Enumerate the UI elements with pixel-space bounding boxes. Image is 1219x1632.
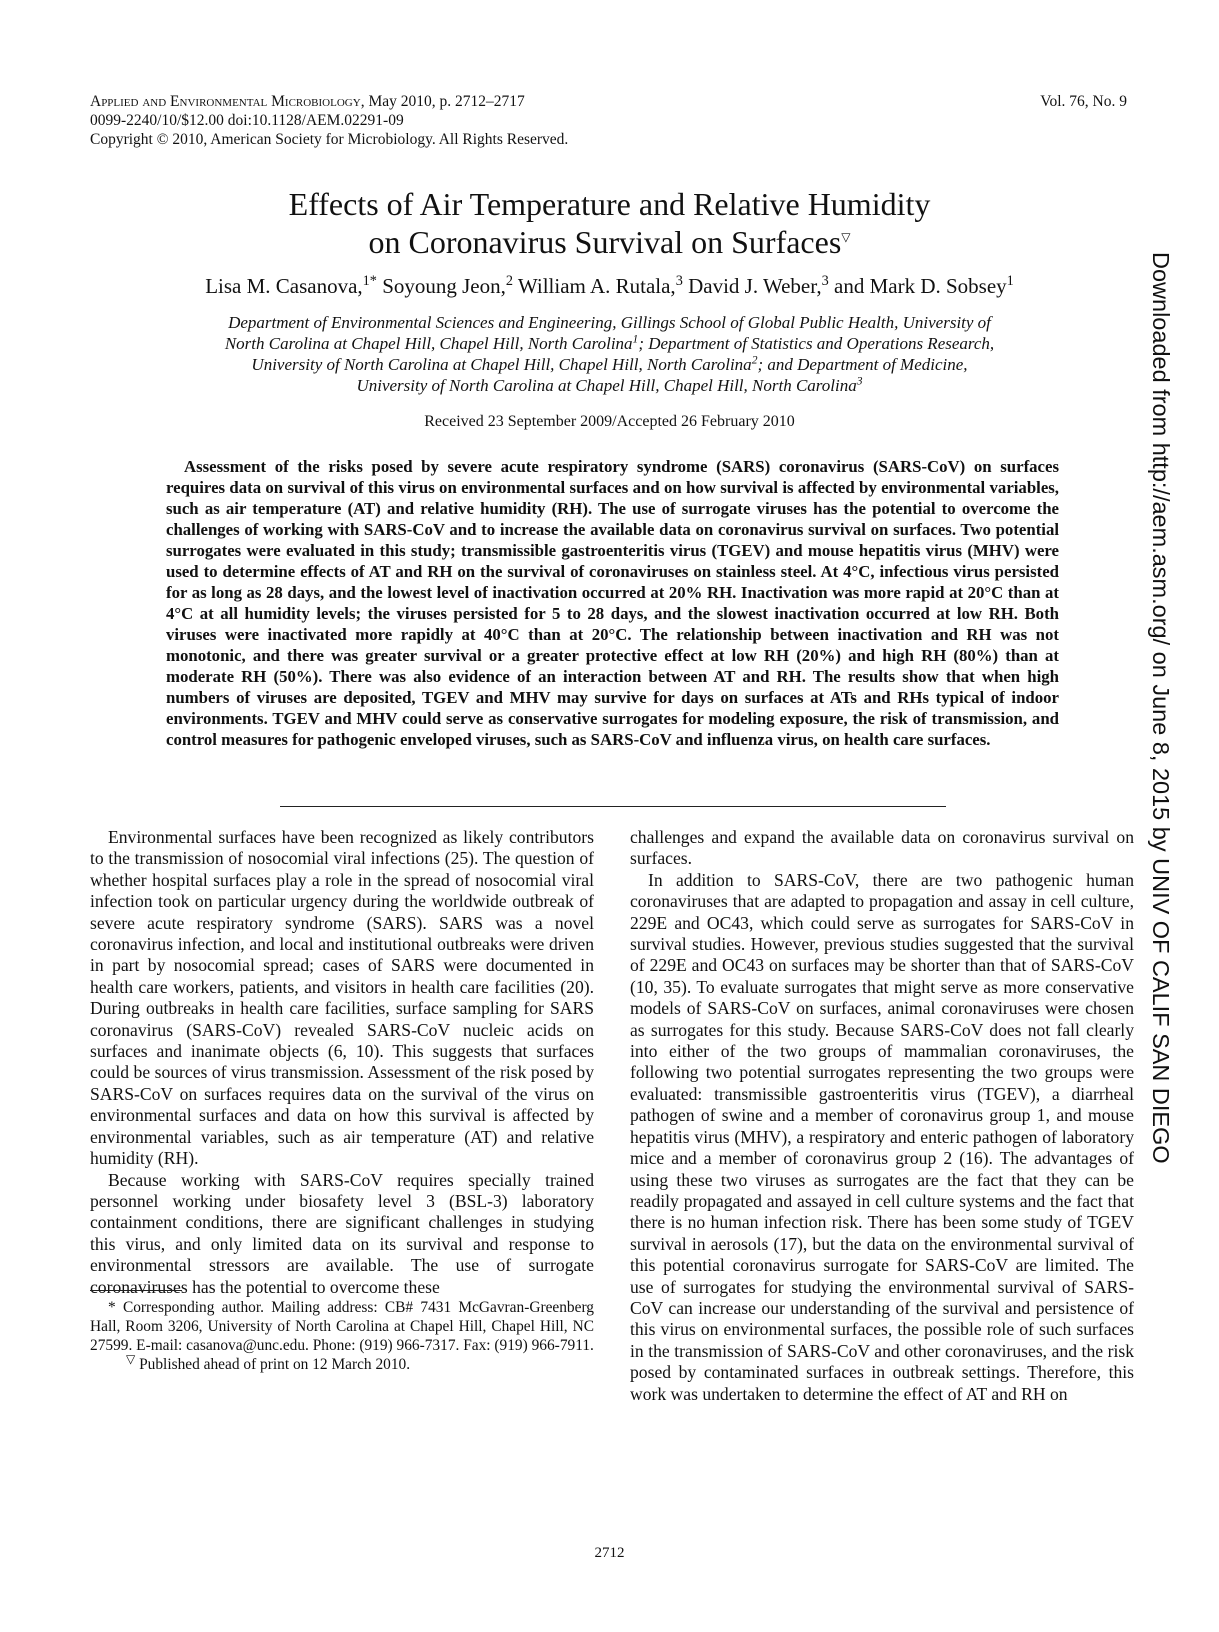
body-paragraph: Because working with SARS-CoV requires specially trained personnel working under biosafety level 3 (BSL-3) laboratory containment conditions, there are significant challenges in studying this virus, and only limited data on its survival and response to environmental stressors are available. The use of surrogate coronaviruses has the potential to overcome these (90, 1169, 594, 1297)
left-column (90, 827, 594, 1298)
author: William A. Rutala, (513, 274, 676, 298)
body-paragraph: Environmental surfaces have been recognized as likely contributors to the transmission of nosocomial viral infections (25). The question of whether hospital surfaces play a role in the spread of nosocomial viral infection took on particular urgency during the worldwide outbreak of severe acute respiratory syndrome (SARS). SARS was a novel coronavirus infection, and local and institutional outbreaks were driven in part by nosocomial spread; cases of SARS were documented in health care workers, patients, and visitors in health care facilities (20). During outbreaks in health care facilities, surface sampling for SARS coronavirus (SARS-CoV) revealed SARS-CoV nucleic acids on surfaces and inanimate objects (6, 10). This suggests that surfaces could be sources of virus transmission. Assessment of the risk posed by SARS-CoV on surfaces requires data on the survival of the virus on environmental surfaces and data on how this survival is affected by environmental variables, such as air temperature (AT) and relative humidity (RH). (90, 827, 594, 1169)
corresponding-author-footnote (90, 1298, 594, 1355)
title-line-2: on Coronavirus Survival on Surfaces▽ (368, 224, 851, 260)
affiliation-marker: 3 (856, 374, 863, 388)
article-title (0, 185, 1219, 261)
affiliation-text: ; Department of Statistics and Operations Research, (638, 334, 995, 353)
author-affiliation-marker: 1 (1006, 273, 1014, 289)
footnote-divider (90, 1290, 182, 1291)
issue-date-pages: , May 2010, p. 2712–2717 (360, 93, 525, 110)
affiliation-line (100, 375, 1119, 396)
running-header (90, 92, 568, 149)
affiliation-line (100, 333, 1119, 354)
issn-doi: 0099-2240/10/$12.00 doi:10.1128/AEM.02291-09 (90, 112, 404, 129)
affiliation-text: University of North Carolina at Chapel Hill, Chapel Hill, North Carolina (356, 376, 857, 395)
affiliation-line (100, 354, 1119, 375)
author: Lisa M. Casanova, (205, 274, 363, 298)
volume-info: Vol. 76, No. 9 (1040, 93, 1127, 110)
body-paragraph: In addition to SARS-CoV, there are two pathogenic human coronaviruses that are adapted to propagation and assay in cell culture, 229E and OC43, which could serve as surrogates for SARS-CoV in survival studies. However, previous studies suggested that the survival of 229E and OC43 on surfaces may be shorter than that of SARS-CoV (10, 35). To evaluate surrogates that might serve as more conservative models of SARS-CoV on surfaces, animal coronaviruses were chosen as surrogates for this study. Because SARS-CoV does not fall clearly into either of the two groups of mammalian coronaviruses, the following two potential surrogates representing the two groups were evaluated: transmissible gastroenteritis virus (TGEV), a diarrheal pathogen of swine and a member of coronavirus group 1, and mouse hepatitis virus (MHV), a respiratory and enteric pathogen of laboratory mice and a member of coronavirus group 2 (16). The advantages of using these two viruses as surrogates are the fact that they can be readily propagated and assayed in cell culture systems and the fact that there is no human infection risk. There has been some study of TGEV survival in aerosols (17), but the data on the environmental survival of this potential coronavirus surrogate for SARS-CoV are limited. The use of surrogates for studying the environmental survival of SARS-CoV can increase our understanding of the survival and persistence of this virus on environmental surfaces, the possible role of such surfaces in the transmission of SARS-CoV and other coronaviruses, and the risk posed by contaminated surfaces in outbreak settings. Therefore, this work was undertaken to determine the effect of AT and RH on (630, 869, 1134, 1404)
page-number: 2712 (594, 1545, 625, 1561)
copyright-line: Copyright © 2010, American Society for Microbiology. All Rights Reserved. (90, 131, 569, 148)
author-affiliation-marker: 1* (362, 273, 377, 289)
affiliation-text: North Carolina at Chapel Hill, Chapel Hill, North Carolina (224, 334, 633, 353)
body-paragraph: challenges and expand the available data on coronavirus survival on surfaces. (630, 827, 1134, 869)
affiliation-text: University of North Carolina at Chapel Hill, Chapel Hill, North Carolina (251, 355, 752, 374)
published-ahead-footnote: ▽ Published ahead of print on 12 March 2010. (126, 1351, 411, 1373)
affiliation-marker: 1 (632, 332, 639, 346)
author-affiliation-marker: 2 (505, 273, 514, 289)
affiliation-line: Department of Environmental Sciences and Engineering, Gillings School of Global Public Health, University of (228, 313, 991, 332)
journal-name: Applied and Environmental Microbiology (90, 93, 361, 110)
abstract: Assessment of the risks posed by severe acute respiratory syndrome (SARS) coronavirus (SARS-CoV) on surfaces requires data on survival of this virus on environmental surfaces and on how survival is affected by environmental variables, such as air temperature (AT) and relative humidity (RH). The use of surrogate viruses has the potential to overcome the challenges of working with SARS-CoV and to increase the available data on coronavirus survival on surfaces. Two potential surrogates were evaluated in this study; transmissible gastroenteritis virus (TGEV) and mouse hepatitis virus (MHV) were used to determine effects of AT and RH on the survival of coronaviruses on stainless steel. At 4°C, infectious virus persisted for as long as 28 days, and the lowest level of inactivation occurred at 20% RH. Inactivation was more rapid at 20°C than at 4°C at all humidity levels; the viruses persisted for 5 to 28 days, and the slowest inactivation occurred at low RH. Both viruses were inactivated more rapidly at 40°C than at 20°C. The relationship between inactivation and RH was not monotonic, and there was greater survival or a greater protective effect at low RH (20%) and high RH (80%) than at moderate RH (50%). There was also evidence of an interaction between AT and RH. The results show that when high numbers of viruses are deposited, TGEV and MHV may survive for days on surfaces at ATs and RHs typical of indoor environments. TGEV and MHV could serve as conservative surrogates for modeling exposure, the risk of transmission, and control measures for pathogenic enveloped viruses, such as SARS-CoV and influenza virus, on health care surfaces. (166, 457, 1059, 749)
right-column (630, 827, 1134, 1405)
author: and Mark D. Sobsey (828, 274, 1007, 298)
download-watermark: Downloaded from http://aem.asm.org/ on June 8, 2015 by UNIV OF CALIF SAN DIEGO (1148, 252, 1174, 1164)
footnote-star-marker: * (108, 1299, 116, 1316)
author-affiliation-marker: 3 (675, 273, 683, 289)
affiliation-marker: 2 (751, 353, 758, 367)
abstract-divider (280, 806, 946, 807)
published-ahead-text: Published ahead of print on 12 March 2010. (139, 1356, 411, 1373)
author: Soyoung Jeon, (376, 274, 506, 298)
author-list (0, 273, 1219, 299)
author: David J. Weber, (682, 274, 822, 298)
received-accepted-dates: Received 23 September 2009/Accepted 26 February 2010 (424, 413, 795, 430)
title-line-1: Effects of Air Temperature and Relative Humidity (288, 186, 931, 222)
title-line-2-text: on Coronavirus Survival on Surfaces (368, 224, 842, 260)
corresponding-author-text: Corresponding author. Mailing address: CB# 7431 McGavran-Greenberg Hall, Room 3206, University of North Carolina at Chapel Hill, Chapel Hill, NC 27599. E-mail: casanova@unc.edu. Phone: (919) 966-7317. Fax: (919) 966-7911. (90, 1299, 594, 1354)
affiliations (100, 312, 1119, 396)
affiliation-text: ; and Department of Medicine, (757, 355, 968, 374)
journal-citation (90, 92, 568, 111)
footnotes (90, 1298, 594, 1374)
author-affiliation-marker: 3 (821, 273, 829, 289)
